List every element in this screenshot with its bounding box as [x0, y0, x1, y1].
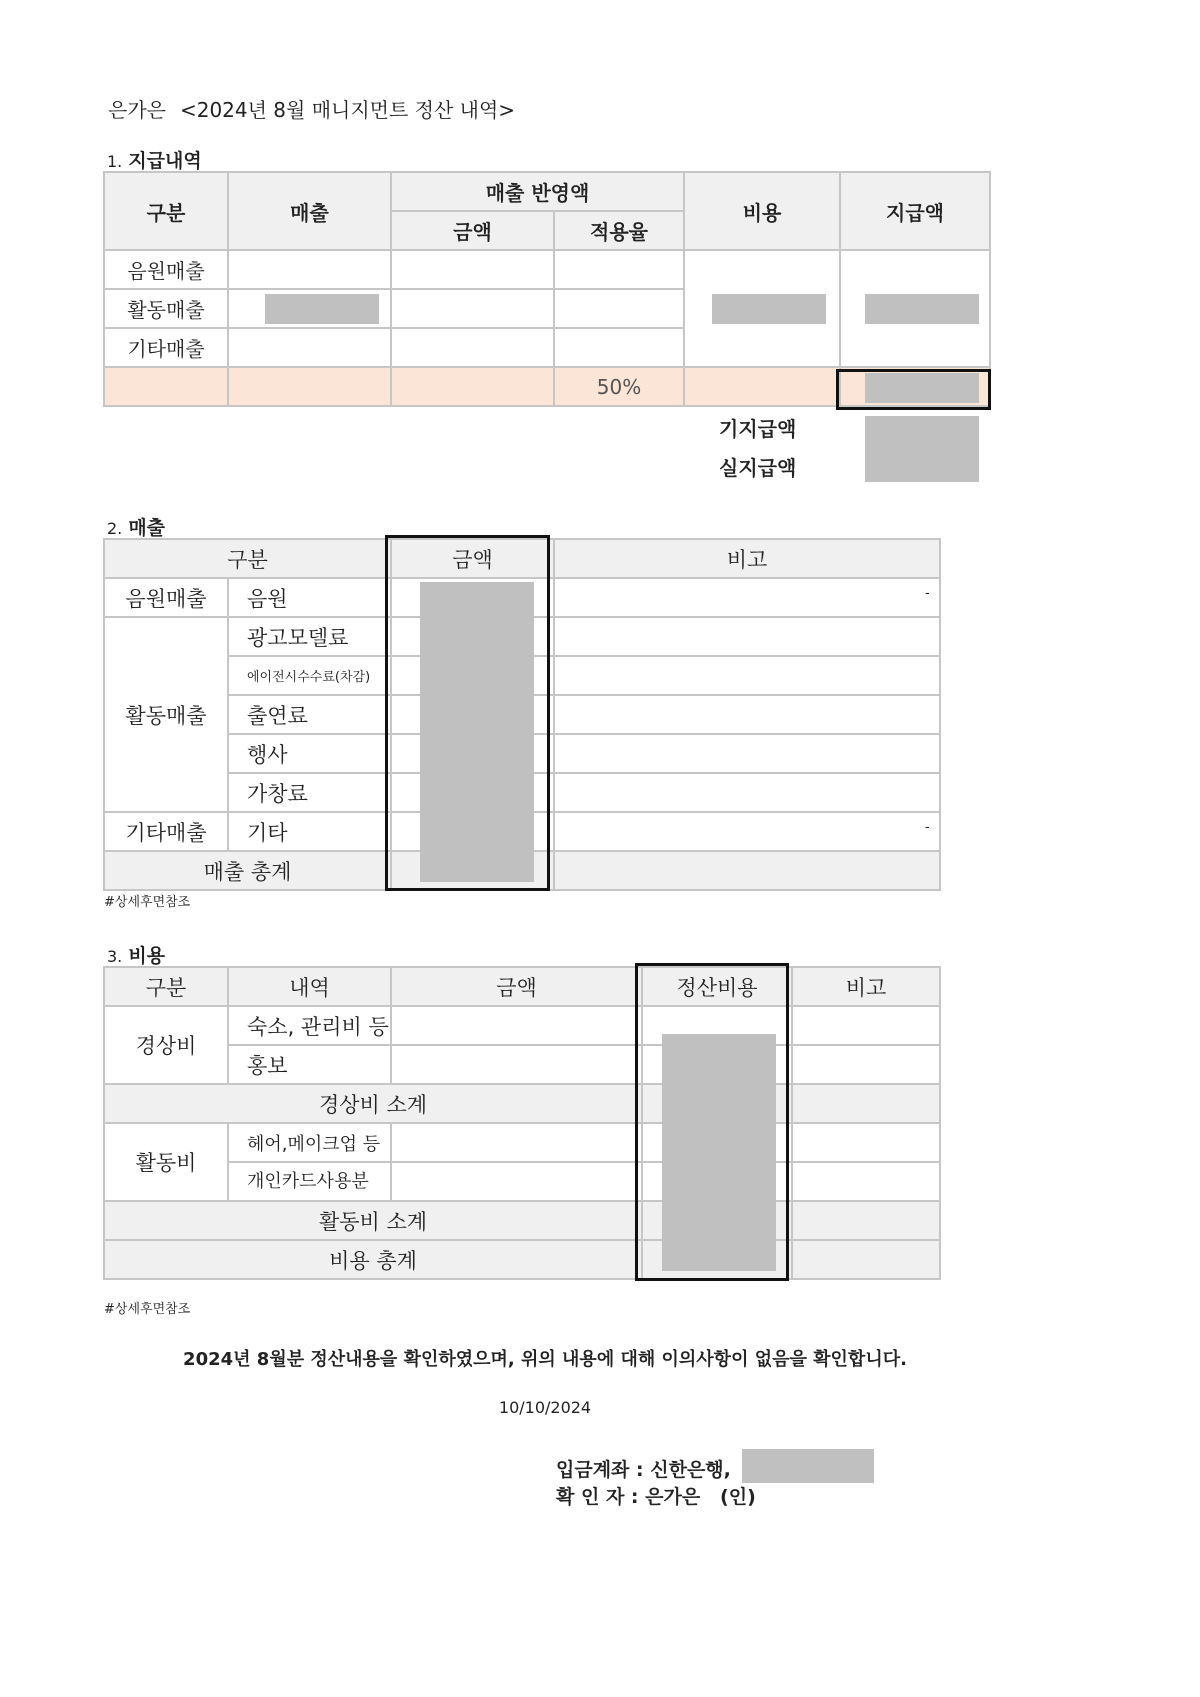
group-music: 음원매출 [104, 578, 228, 617]
actual-payment-label: 실지급액 [719, 456, 797, 480]
sales-total-label: 매출 총계 [104, 851, 391, 890]
cost-total: 비용 총계 [104, 1240, 642, 1279]
group-activity-cost: 활동비 [104, 1123, 228, 1201]
col-amount: 금액 [391, 539, 554, 578]
artist-name: 은가은 [108, 98, 166, 122]
section3-heading: 3. 비용 [107, 945, 166, 967]
col-cost: 비용 [684, 172, 840, 250]
section1-heading: 1. 지급내역 [107, 150, 202, 172]
redacted-prepaid-actual [865, 416, 979, 482]
redacted-sales-amounts [420, 582, 534, 882]
redacted-sales [265, 294, 379, 324]
cost-footnote: #상세후면참조 [104, 1302, 191, 1317]
item-event: 행사 [228, 734, 391, 773]
col-category: 구분 [104, 967, 228, 1006]
row-activity: 활동매출 [104, 289, 228, 328]
item-singing: 가창료 [228, 773, 391, 812]
page-title [108, 94, 515, 123]
confirmation-date: 10/10/2024 [498, 1398, 592, 1417]
overhead-subtotal: 경상비 소계 [104, 1084, 642, 1123]
redacted-payment [865, 294, 979, 324]
item-ad-model: 광고모델료 [228, 617, 391, 656]
col-detail: 내역 [228, 967, 391, 1006]
item-music: 음원 [228, 578, 391, 617]
music-remark: - [925, 586, 930, 601]
row-music: 음원매출 [104, 250, 228, 289]
redacted-cost [712, 294, 826, 324]
rate-value: 50% [554, 367, 684, 406]
item-appearance: 출연료 [228, 695, 391, 734]
row-other: 기타매출 [104, 328, 228, 367]
section2-heading: 2. 매출 [107, 517, 166, 539]
group-activity: 활동매출 [104, 617, 228, 812]
item-other: 기타 [228, 812, 391, 851]
redacted-account-number [742, 1449, 874, 1483]
prepaid-label: 기지급액 [719, 417, 797, 441]
other-remark: - [925, 820, 930, 835]
confirmer-label: 확 인 자 : 은가은 (인) [556, 1486, 756, 1508]
item-promotion: 홍보 [228, 1045, 391, 1084]
item-lodging: 숙소, 관리비 등 [228, 1006, 391, 1045]
col-sales: 매출 [228, 172, 391, 250]
col-payment: 지급액 [840, 172, 990, 250]
col-reflected: 매출 반영액 [391, 172, 684, 211]
item-personal-card: 개인카드사용분 [228, 1162, 391, 1201]
group-overhead: 경상비 [104, 1006, 228, 1084]
confirmation-statement: 2024년 8월분 정산내용을 확인하였으며, 위의 내용에 대해 이의사항이 없음을 확인합니다. [183, 1349, 907, 1370]
statement-title: <2024년 8월 매니지먼트 정산 내역> [179, 98, 516, 122]
col-category: 구분 [104, 172, 228, 250]
sales-footnote: #상세후면참조 [104, 895, 191, 910]
item-agency-fee: 에이전시수수료(차감) [228, 656, 391, 695]
col-amount: 금액 [391, 967, 642, 1006]
col-settlement: 정산비용 [642, 967, 792, 1006]
redacted-settlement-costs [662, 1034, 776, 1271]
col-category: 구분 [104, 539, 391, 578]
seal-mark: (인) [720, 1486, 756, 1508]
group-other: 기타매출 [104, 812, 228, 851]
activity-subtotal: 활동비 소계 [104, 1201, 642, 1240]
col-remark: 비고 [792, 967, 940, 1006]
col-rate: 적용율 [554, 211, 684, 250]
col-amount: 금액 [391, 211, 554, 250]
item-hair-makeup: 헤어,메이크업 등 [228, 1123, 391, 1162]
redacted-final-payment [865, 373, 979, 403]
cost-table [103, 966, 941, 1280]
col-remark: 비고 [554, 539, 940, 578]
account-label: 입금계좌 : 신한은행, [556, 1459, 731, 1481]
